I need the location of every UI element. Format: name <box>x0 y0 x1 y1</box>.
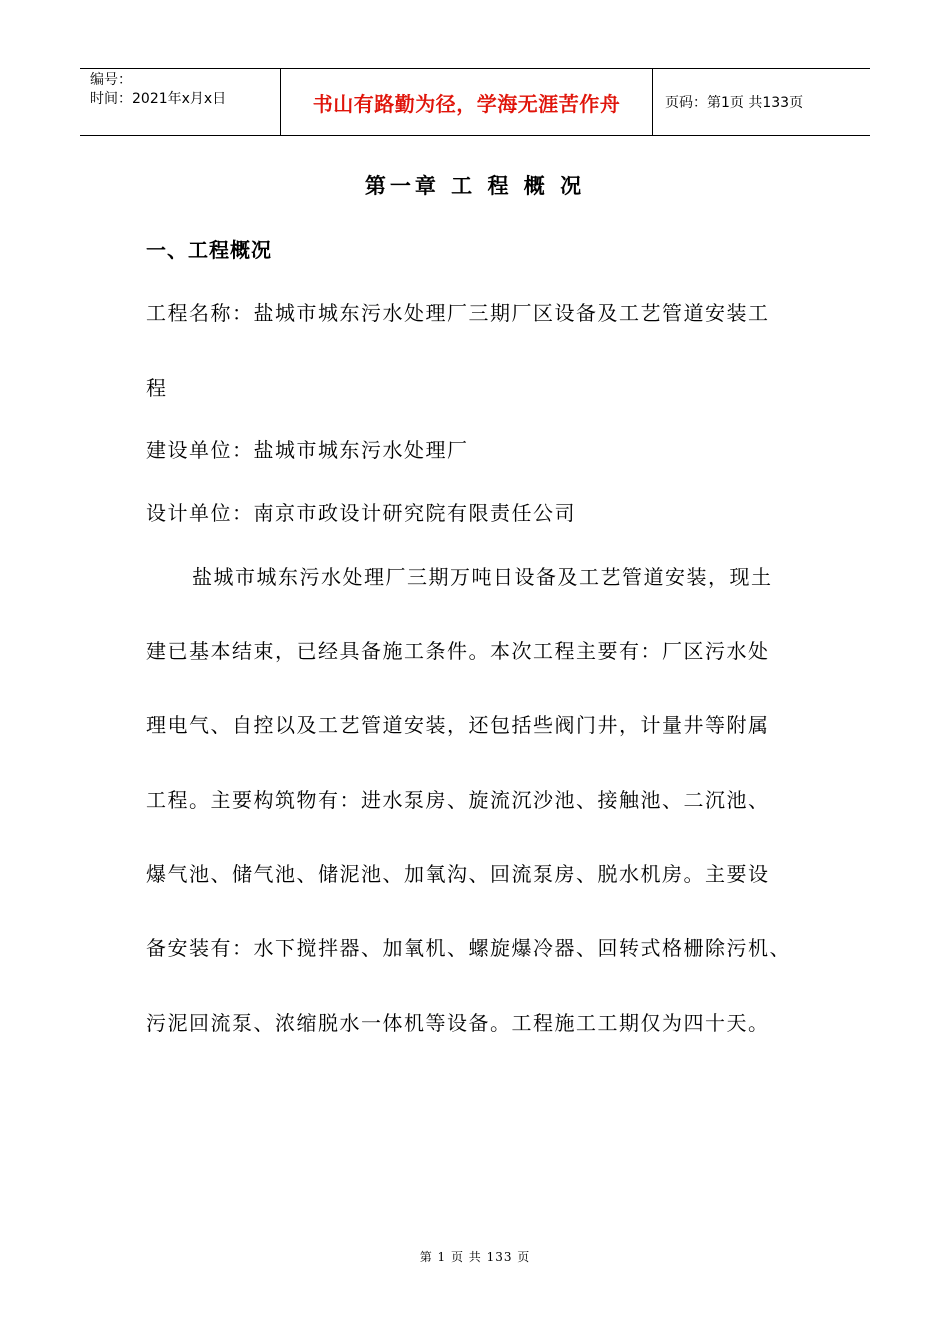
body-line-6: 备安装有：水下搅拌器、加氧机、螺旋爆冷器、回转式格栅除污机、 <box>146 936 791 960</box>
project-name-line-2: 程 <box>146 376 168 400</box>
time-label: 时间：2021年x月x日 <box>90 91 227 107</box>
client-line: 建设单位：盐城市城东污水处理厂 <box>146 438 469 462</box>
body-line-4: 工程。主要构筑物有：进水泵房、旋流沉沙池、接触池、二沉池、 <box>146 788 770 812</box>
page-footer: 第 1 页 共 133 页 <box>419 1250 531 1264</box>
chapter-title: 第一章 工 程 概 况 <box>364 173 586 198</box>
header-meta <box>80 69 281 135</box>
designer-line: 设计单位：南京市政设计研究院有限责任公司 <box>146 501 576 525</box>
section-title: 一、工程概况 <box>146 238 272 262</box>
body-line-7: 污泥回流泵、浓缩脱水一体机等设备。工程施工工期仅为四十天。 <box>146 1011 770 1035</box>
header-page-info: 页码：第1页 共133页 <box>665 95 804 111</box>
body-line-2: 建已基本结束，已经具备施工条件。本次工程主要有：厂区污水处 <box>146 639 770 663</box>
project-name-line-1: 工程名称：盐城市城东污水处理厂三期厂区设备及工艺管道安装工 <box>146 301 770 325</box>
body-line-5: 爆气池、储气池、储泥池、加氧沟、回流泵房、脱水机房。主要设 <box>146 862 770 886</box>
header-motto: 书山有路勤为径，学海无涯苦作舟 <box>281 69 653 135</box>
body-line-3: 理电气、自控以及工艺管道安装，还包括些阀门井，计量井等附属 <box>146 713 770 737</box>
body-line-1: 盐城市城东污水处理厂三期万吨日设备及工艺管道安装，现土 <box>192 565 773 589</box>
page-header <box>80 68 870 136</box>
number-label: 编号： <box>90 72 132 88</box>
